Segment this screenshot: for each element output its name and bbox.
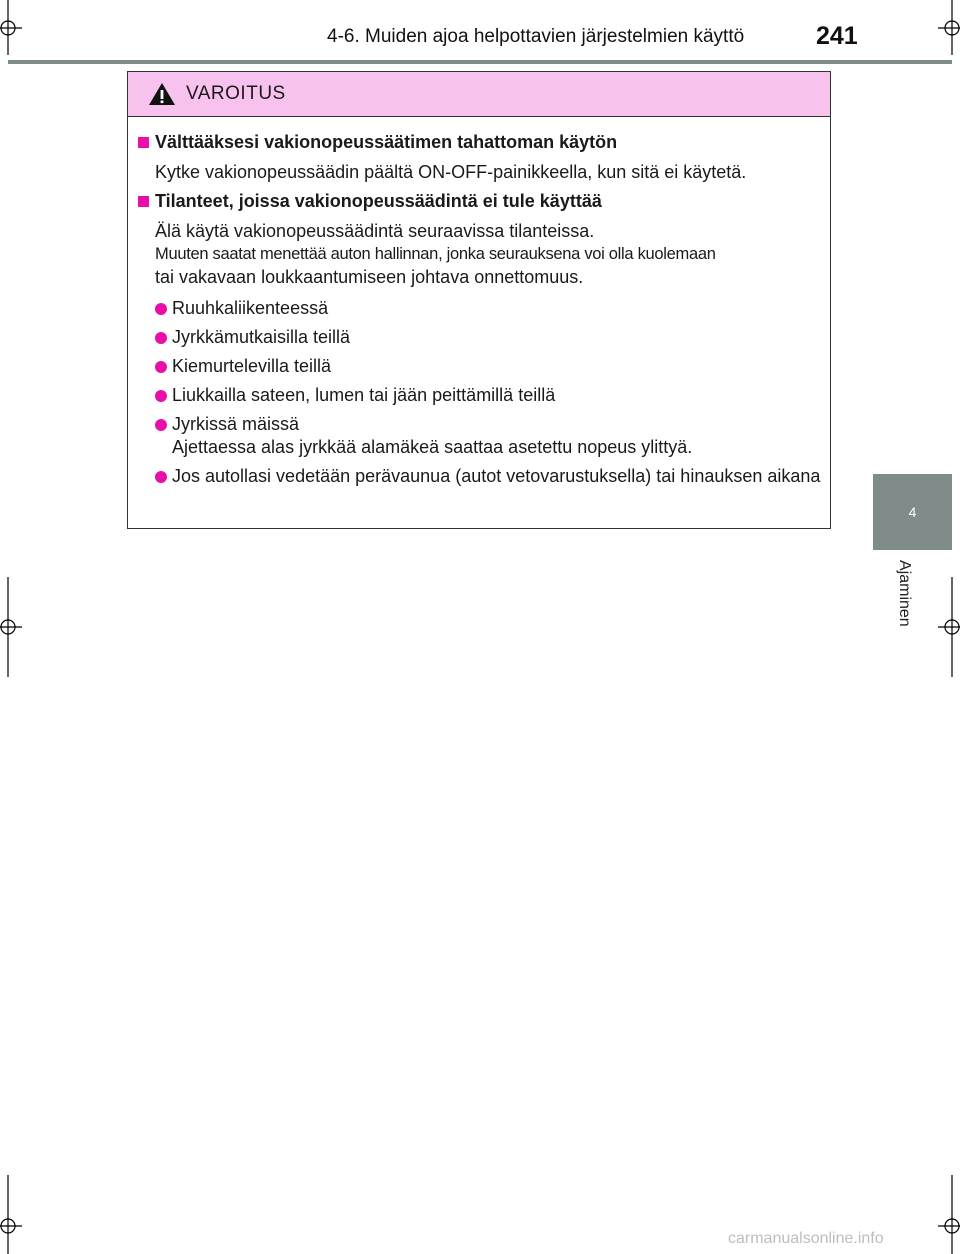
list-item-text: Kiemurtelevilla teillä (172, 356, 332, 376)
consequence-line: tai vakavaan loukkaantumiseen johtava onnettomuus. (155, 267, 584, 287)
list-item (155, 413, 822, 459)
round-bullet-icon (155, 332, 167, 344)
list-item-text: Jyrkissä mäissä (172, 414, 300, 434)
warning-triangle-icon (148, 82, 176, 106)
warning-content (128, 117, 830, 488)
warning-header (128, 72, 830, 117)
chapter-number: 4 (908, 504, 917, 520)
watermark: carmanualsonline.info (728, 1230, 884, 1247)
warning-box (127, 71, 831, 529)
section-heading (138, 131, 822, 154)
page-number: 241 (816, 22, 858, 50)
list-item (155, 465, 822, 488)
round-bullet-icon (155, 390, 167, 402)
chapter-tab (873, 474, 952, 550)
list-item-text: Jyrkkämutkaisilla teillä (172, 327, 351, 347)
list-item (155, 326, 822, 349)
list-item (155, 297, 822, 320)
section-heading-text: Välttääksesi vakionopeussäätimen tahattoman käytön (155, 132, 618, 152)
section-title: 4-6. Muiden ajoa helpottavien järjestelmien käyttö (327, 26, 745, 47)
list-item-text: Ruuhkaliikenteessä (172, 298, 329, 318)
square-bullet-icon (138, 196, 149, 207)
round-bullet-icon (155, 419, 167, 431)
list-item (155, 355, 822, 378)
round-bullet-icon (155, 471, 167, 483)
round-bullet-icon (155, 303, 167, 315)
warning-title: VAROITUS (186, 83, 286, 104)
section-body: Kytke vakionopeussäädin päältä ON-OFF-painikkeella, kun sitä ei käytetä. (155, 162, 747, 182)
consequence-line: Muuten saatat menettää auton hallinnan, jonka seurauksena voi olla kuolemaan (155, 245, 716, 263)
list-item-detail: Ajettaessa alas jyrkkää alamäkeä saattaa asetettu nopeus ylittyä. (172, 437, 693, 457)
situation-list (138, 297, 822, 488)
list-item (155, 384, 822, 407)
list-item-text: Liukkailla sateen, lumen tai jään peittämillä teillä (172, 385, 556, 405)
section-heading (138, 190, 822, 213)
list-item-text: Jos autollasi vedetään perävaunua (autot vetovarustuksella) tai hinauksen aikana (172, 466, 821, 486)
square-bullet-icon (138, 137, 149, 148)
chapter-label: Ajaminen (896, 560, 913, 627)
section-intro: Älä käytä vakionopeussäädintä seuraavissa tilanteissa. (155, 221, 595, 241)
section-heading-text: Tilanteet, joissa vakionopeussäädintä ei tule käyttää (155, 191, 602, 211)
header-rule (8, 60, 952, 64)
round-bullet-icon (155, 361, 167, 373)
